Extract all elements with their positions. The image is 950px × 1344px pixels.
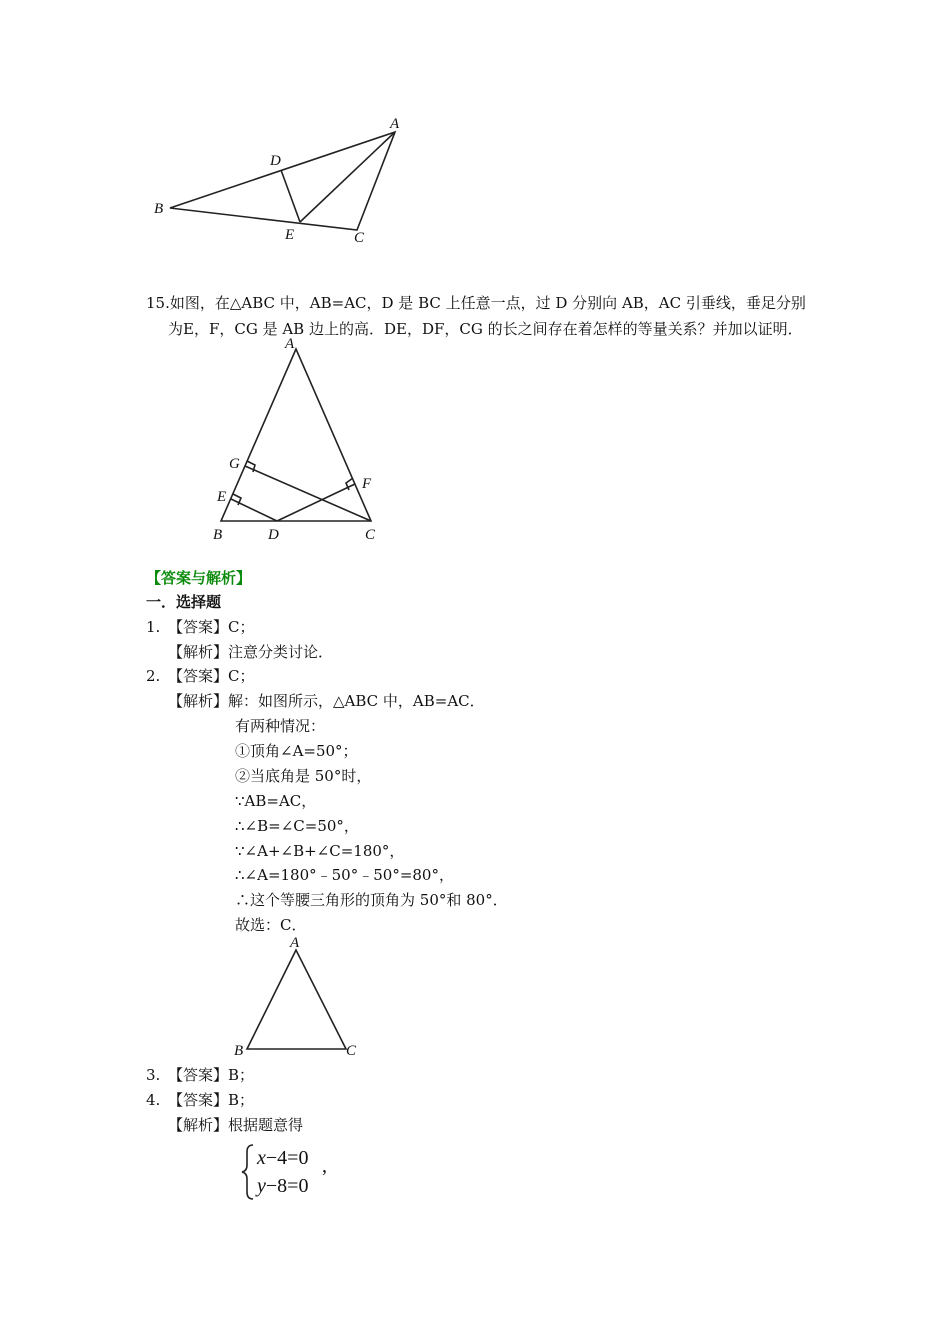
triangle-abc bbox=[221, 349, 371, 521]
answers-heading: 【答案与解析】 bbox=[146, 569, 252, 587]
solution-line: ∴∠A=180°﹣50°﹣50°=80°， bbox=[235, 866, 454, 884]
item-1-analysis: 【解析】注意分类讨论． bbox=[168, 643, 334, 661]
label-d: D bbox=[270, 153, 281, 169]
right-angle-mark-g bbox=[247, 461, 255, 472]
label-a: A bbox=[390, 116, 400, 132]
solution-line: ②当底角是 50°时， bbox=[235, 767, 372, 785]
solution-line: 有两种情况： bbox=[235, 717, 326, 735]
item-3-answer: 【答案】B； bbox=[168, 1066, 255, 1084]
segment-cg bbox=[245, 466, 371, 521]
problem-15-line-2: 为E，F，CG 是 AB 边上的高．DE，DF，CG 的长之间存在着怎样的等量关系？并加以证明． bbox=[168, 320, 803, 338]
problem-15-line-1: 15.如图，在△ABC 中，AB=AC，D 是 BC 上任意一点，过 D 分别向 AB，AC 引垂线，垂足分别 bbox=[146, 294, 806, 312]
figure-isosceles-with-perpendiculars bbox=[205, 335, 395, 550]
figure-triangle-abc-ade bbox=[140, 110, 420, 250]
equation-2 bbox=[257, 1175, 308, 1198]
equation-2-variable: y bbox=[257, 1175, 266, 1197]
label-a: A bbox=[285, 336, 295, 352]
item-2-analysis: 【解析】解：如图所示，△ABC 中，AB=AC． bbox=[168, 692, 485, 710]
solution-line: ①顶角∠A=50°； bbox=[235, 742, 358, 760]
triangle-abc bbox=[170, 132, 395, 230]
label-a: A bbox=[290, 935, 300, 951]
equation-2-rest: −8=0 bbox=[265, 1175, 309, 1197]
section-title: 一．选择题 bbox=[146, 593, 222, 611]
label-e: E bbox=[285, 227, 295, 243]
label-d: D bbox=[268, 527, 279, 543]
solution-line: ∴这个等腰三角形的顶角为 50°和 80°． bbox=[235, 891, 508, 909]
item-1-answer: 【答案】C； bbox=[168, 618, 255, 636]
equation-1-rest: −4=0 bbox=[265, 1147, 309, 1169]
equation-1 bbox=[257, 1147, 308, 1170]
label-c: C bbox=[346, 1043, 357, 1059]
label-f: F bbox=[362, 476, 372, 492]
item-3-number: 3. bbox=[146, 1066, 161, 1084]
label-b: B bbox=[234, 1043, 244, 1059]
label-b: B bbox=[213, 527, 223, 543]
label-c: C bbox=[354, 230, 365, 246]
figure-isosceles-triangle bbox=[228, 933, 368, 1063]
solution-line: ∵∠A+∠B+∠C=180°， bbox=[235, 842, 405, 860]
equation-1-variable: x bbox=[257, 1147, 266, 1169]
solution-line: ∵AB=AC， bbox=[235, 792, 317, 810]
system-brace bbox=[240, 1143, 256, 1201]
segment-de bbox=[231, 499, 277, 521]
segment-de bbox=[281, 170, 300, 222]
solution-line: 故选：C． bbox=[235, 916, 307, 934]
label-e: E bbox=[217, 489, 227, 505]
item-4-number: 4. bbox=[146, 1091, 161, 1109]
segment-ae bbox=[300, 132, 395, 222]
label-g: G bbox=[229, 456, 240, 472]
triangle-abc bbox=[247, 950, 346, 1049]
label-c: C bbox=[365, 527, 376, 543]
item-4-analysis: 【解析】根据题意得 bbox=[168, 1116, 304, 1134]
equation-trailing-comma: , bbox=[322, 1155, 327, 1177]
solution-line: ∴∠B=∠C=50°， bbox=[235, 817, 359, 835]
label-b: B bbox=[154, 201, 164, 217]
segment-df bbox=[277, 484, 355, 521]
item-2-answer: 【答案】C； bbox=[168, 667, 255, 685]
item-4-answer: 【答案】B； bbox=[168, 1091, 255, 1109]
item-1-number: 1. bbox=[146, 618, 161, 636]
item-2-number: 2. bbox=[146, 667, 161, 685]
